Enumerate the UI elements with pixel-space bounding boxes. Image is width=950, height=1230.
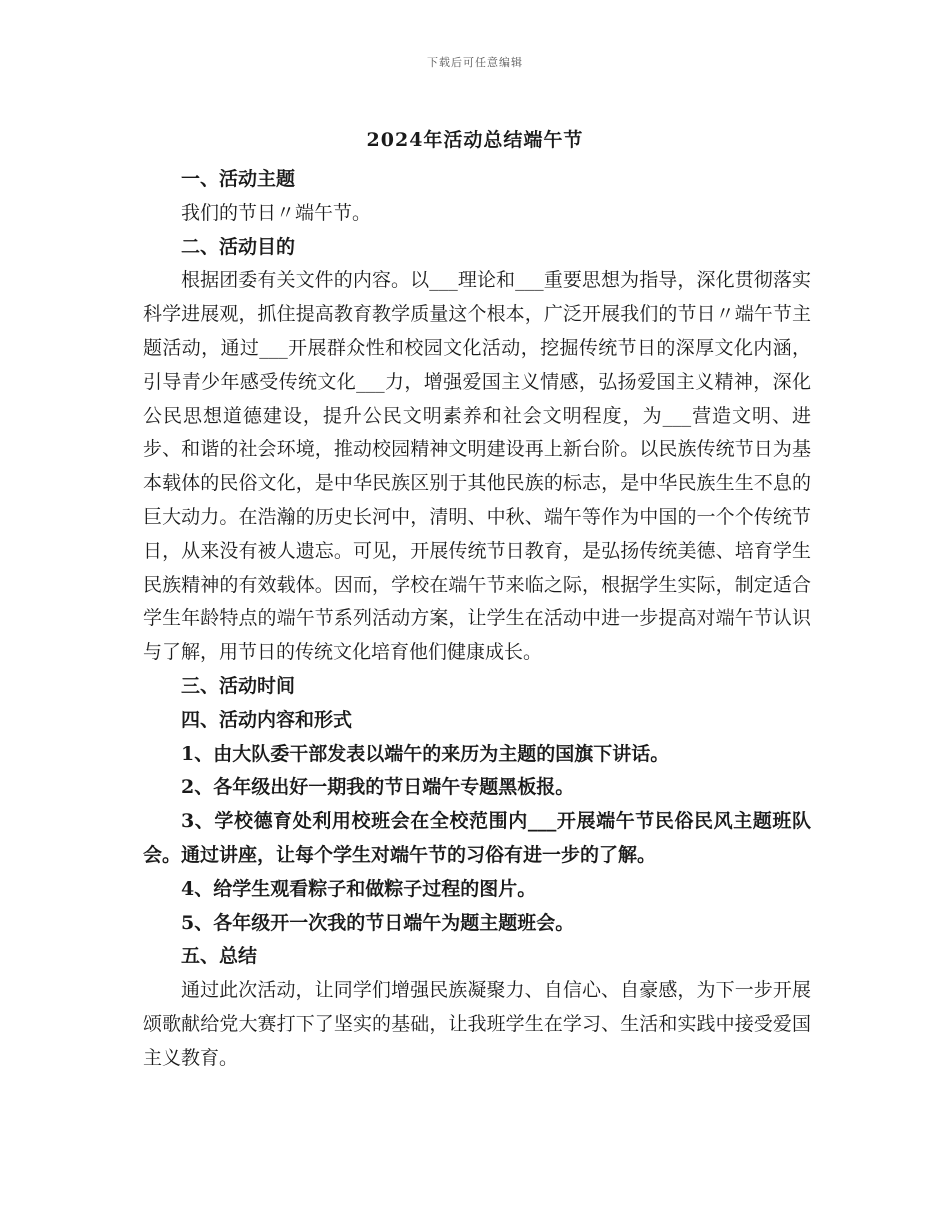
header-note: 下载后可任意编辑	[427, 56, 523, 69]
section-heading-time: 三、活动时间	[181, 674, 296, 697]
paragraph-theme: 我们的节日〃端午节。	[181, 201, 372, 224]
paragraph-purpose: 根据团委有关文件的内容。以___理论和___重要思想为指导，深化贯彻落实科学进展观，抓住提高教育教学质量这个根本，广泛开展我们的节日〃端午节主题活动，通过___开展群众性和校园文化活动，挖掘传统节日的深厚文化内涵，引导青少年感受传统文化___力，增强爱国主义情感，弘扬爱国主义精神，深化公民思想道德建设，提升公民文明素养和社会文明程度，为___营造文明、进步、和谐的社会环境，推动校园精神文明建设再上新台阶。以民族传统节日为基本载体的民俗文化，是中华民族区别于其他民族的标志，是中华民族生生不息的巨大动力。在浩瀚的历史长河中，清明、中秋、端午等作为中国的一个个传统节日，从来没有被人遗忘。可见，开展传统节日教育，是弘扬传统美德、培育学生民族精神的有效载体。因而，学校在端午节来临之际，根据学生实际，制定适合学生年龄特点的端午节系列活动方案，让学生在活动中进一步提高对端午节认识与了解，用节日的传统文化培育他们健康成长。	[143, 269, 811, 664]
section-heading-theme: 一、活动主题	[181, 168, 296, 190]
list-item: 4、给学生观看粽子和做粽子过程的图片。	[181, 877, 537, 900]
list-item: 2、各年级出好一期我的节日端午专题黑板报。	[181, 776, 575, 799]
list-item: 1、由大队委干部发表以端午的来历为主题的国旗下讲话。	[181, 742, 670, 765]
section-heading-purpose: 二、活动目的	[181, 235, 296, 258]
list-item: 5、各年级开一次我的节日端午为题主题班会。	[181, 911, 575, 934]
document-body	[143, 163, 811, 1076]
paragraph-summary: 通过此次活动，让同学们增强民族凝聚力、自信心、自豪感，为下一步开展颂歌献给党大赛打下了坚实的基础，让我班学生在学习、生活和实践中接受爱国主义教育。	[143, 979, 811, 1069]
section-heading-summary: 五、总结	[181, 945, 258, 968]
page-title: 2024年活动总结端午节	[366, 129, 584, 151]
section-heading-content: 四、活动内容和形式	[181, 708, 353, 731]
list-item: 3、学校德育处利用校班会在全校范围内___开展端午节民俗民风主题班队会。通过讲座，让每个学生对端午节的习俗有进一步的了解。	[143, 810, 811, 866]
